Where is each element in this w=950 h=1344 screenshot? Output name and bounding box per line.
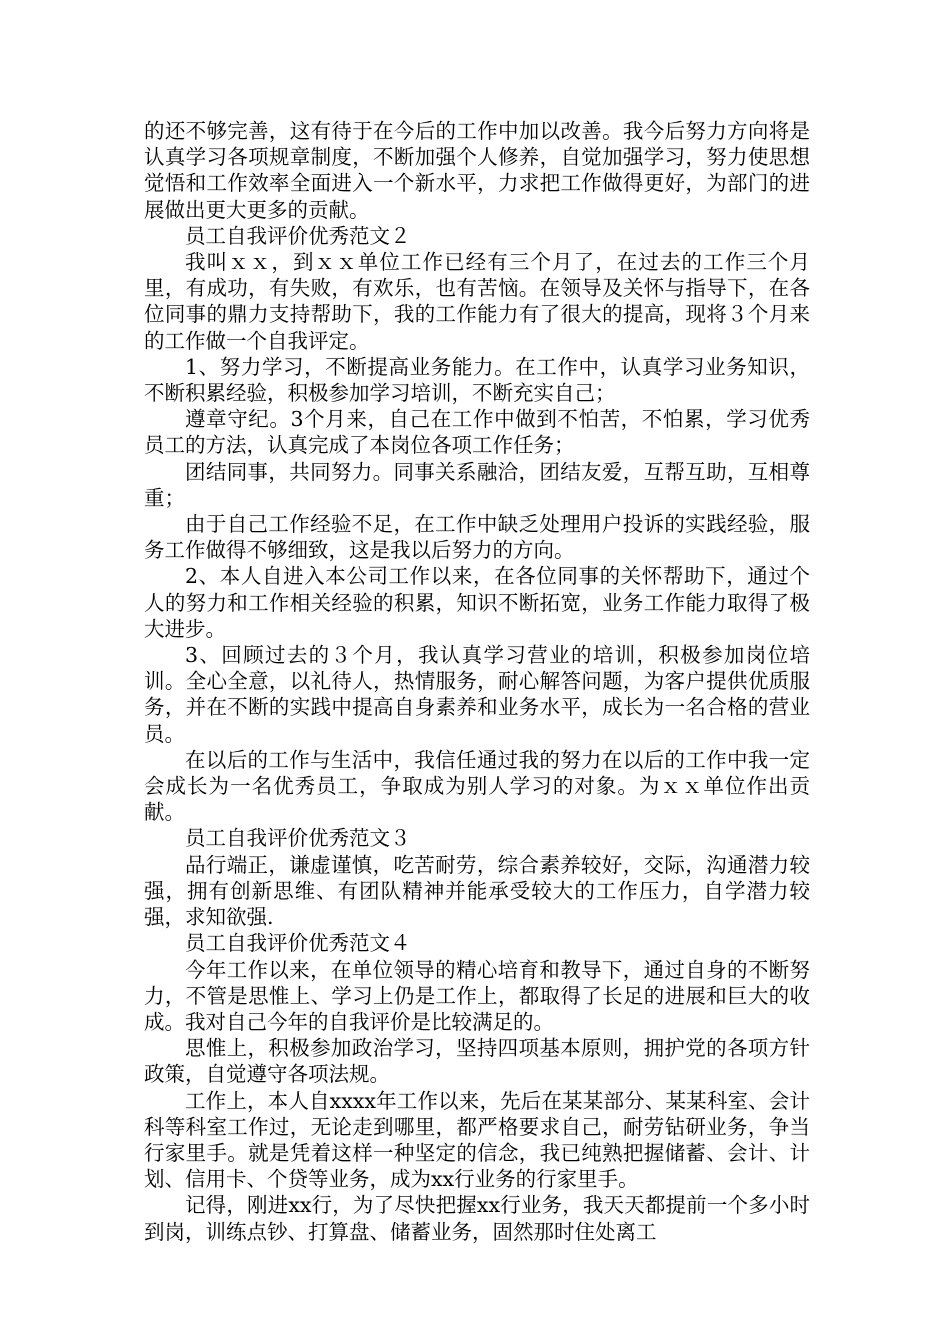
paragraph: 在以后的工作与生活中，我信任通过我的努力在以后的工作中我一定会成长为一名优秀员工，争取成为别人学习的对象。为ｘｘ单位作出贡献。 bbox=[144, 747, 810, 825]
paragraph: 思惟上，积极参加政治学习，坚持四项基本原则，拥护党的各项方针政策，自觉遵守各项法规。 bbox=[144, 1036, 810, 1087]
paragraph: 工作上，本人自xxxx年工作以来，先后在某某部分、某某科室、会计科等科室工作过，无论走到哪里，都严格要求自己，耐劳钻研业务，争当行家里手。就是凭着这样一种坚定的信念，我已纯熟把握储蓄、会计、计划、信用卡、个贷等业务，成为xx行业务的行家里手。 bbox=[144, 1088, 810, 1192]
paragraph: 品行端正，谦虚谨慎，吃苦耐劳，综合素养较好，交际，沟通潜力较强，拥有创新思维、有团队精神并能承受较大的工作压力，自学潜力较强，求知欲强. bbox=[144, 852, 810, 930]
paragraph: 1、努力学习，不断提高业务能力。在工作中，认真学习业务知识，不断积累经验，积极参加学习培训，不断充实自己； bbox=[144, 354, 810, 406]
section-heading-4: 员工自我评价优秀范文４ bbox=[185, 931, 411, 956]
paragraph-continuation: 的还不够完善，这有待于在今后的工作中加以改善。我今后努力方向将是认真学习各项规章制度，不断加强个人修养，自觉加强学习，努力使思想觉悟和工作效率全面进入一个新水平，力求把工作做得更好，为部门的进展做出更大更多的贡献。 bbox=[144, 119, 810, 222]
paragraph: 遵章守纪。3个月来，自己在工作中做到不怕苦，不怕累，学习优秀员工的方法，认真完成了本岗位各项工作任务； bbox=[144, 407, 810, 458]
paragraph: 2、本人自进入本公司工作以来，在各位同事的关怀帮助下，通过个人的努力和工作相关经验的积累，知识不断拓宽，业务工作能力取得了极大进步。 bbox=[144, 564, 810, 641]
paragraph: 团结同事，共同努力。同事关系融洽，团结友爱，互帮互助，互相尊重； bbox=[144, 459, 810, 510]
paragraph: 由于自己工作经验不足，在工作中缺乏处理用户投诉的实践经验，服务工作做得不够细致，这是我以后努力的方向。 bbox=[144, 512, 810, 563]
paragraph: 今年工作以来，在单位领导的精心培育和教导下，通过自身的不断努力，不管是思惟上、学习上仍是工作上，都取得了长足的进展和巨大的收成。我对自己今年的自我评价是比较满足的。 bbox=[144, 957, 810, 1034]
paragraph: 3、回顾过去的３个月，我认真学习营业的培训，积极参加岗位培训。全心全意，以礼待人，热情服务，耐心解答问题，为客户提供优质服务，并在不断的实践中提高自身素养和业务水平，成长为一名合格的营业员。 bbox=[144, 643, 810, 746]
paragraph: 我叫ｘｘ，到ｘｘ单位工作已经有三个月了，在过去的工作三个月里，有成功，有失败，有欢乐，也有苦恼。在领导及关怀与指导下，在各位同事的鼎力支持帮助下，我的工作能力有了很大的提高，现将３个月来的工作做一个自我评定。 bbox=[144, 250, 810, 353]
section-heading-3: 员工自我评价优秀范文３ bbox=[185, 826, 411, 851]
document-page bbox=[144, 118, 810, 1245]
section-heading-2: 员工自我评价优秀范文２ bbox=[185, 223, 411, 248]
paragraph: 记得，刚进xx行，为了尽快把握xx行业务，我天天都提前一个多小时到岗，训练点钞、打算盘、储蓄业务，固然那时住处离工 bbox=[144, 1193, 810, 1244]
